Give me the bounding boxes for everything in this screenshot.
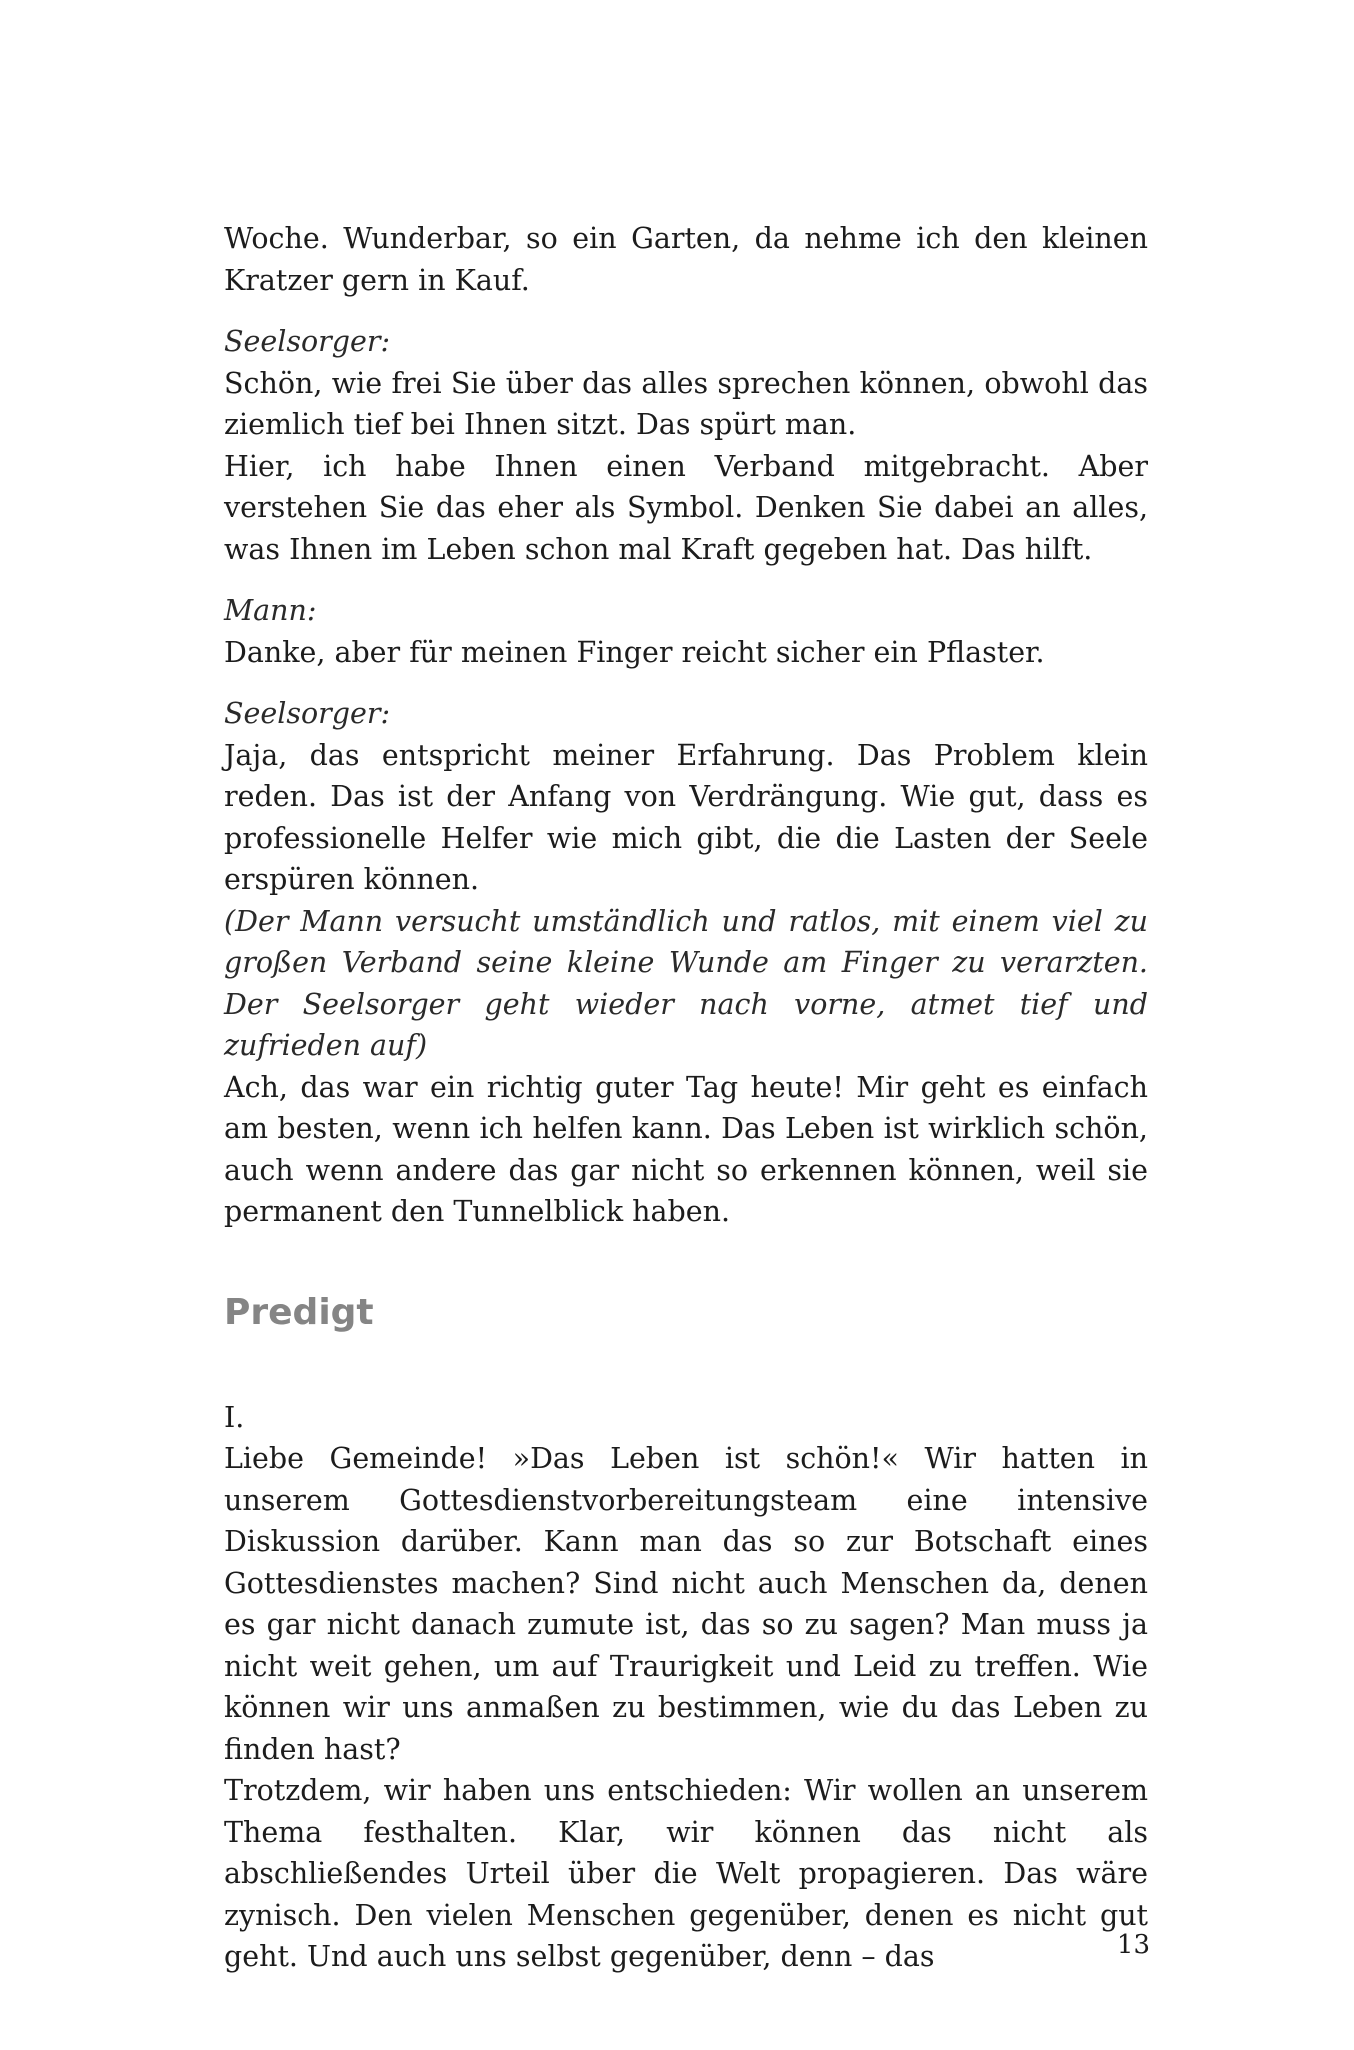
sermon-paragraph: Liebe Gemeinde! »Das Leben ist schön!« Wir hatten in unserem Gottesdienstvorbereitungsteam eine intensive Diskussion darüber. Kann man das so zur Botschaft eines Gottesdienstes machen? Sind nicht auch Menschen da, denen es gar nicht danach zumute ist, das so zu sagen? Man muss ja nicht weit gehen, um auf Traurigkeit und Leid zu treffen. Wie können wir uns anmaßen zu bestimmen, wie du das Leben zu finden hast? [224, 1442, 1148, 1766]
speaker-label: Seelsorger: [224, 697, 391, 730]
section-heading: Predigt [224, 1291, 374, 1333]
page-body [224, 218, 1148, 1978]
speech-paragraph: Schön, wie frei Sie über das alles sprechen können, obwohl das ziemlich tief bei Ihnen sitzt. Das spürt man. [224, 366, 1148, 441]
stage-direction: (Der Mann versucht umständlich und ratlos, mit einem viel zu großen Verband seine kleine Wunde am Finger zu verarzten. Der Seelsorger geht wieder nach vorne, atmet tief und zufrieden auf) [224, 904, 1148, 1062]
page-number: 13 [1116, 1930, 1150, 1960]
dialogue-block-mann [224, 590, 1148, 673]
dialogue-block-seelsorger-2 [224, 693, 1148, 1233]
dialogue-intro-text: Woche. Wunderbar, so ein Garten, da nehme ich den kleinen Kratzer gern in Kauf. [224, 222, 1148, 297]
sermon-paragraph: Trotzdem, wir haben uns entschieden: Wir wollen an unserem Thema festhalten. Klar, wir können das nicht als abschließendes Urteil über die Welt propagieren. Das wäre zynisch. Den vielen Menschen gegenüber, denen es nicht gut geht. Und auch uns selbst gegenüber, denn – das [224, 1774, 1148, 1973]
speech-paragraph: Hier, ich habe Ihnen einen Verband mitgebracht. Aber verstehen Sie das eher als Symbol. Denken Sie dabei an alles, was Ihnen im Leben schon mal Kraft gegeben hat. Das hilft. [224, 449, 1148, 566]
speech-paragraph: Jaja, das entspricht meiner Erfahrung. Das Problem klein reden. Das ist der Anfang von Verdrängung. Wie gut, dass es professionelle Helfer wie mich gibt, die die Lasten der Seele erspüren können. [224, 738, 1148, 896]
speech-paragraph: Ach, das war ein richtig guter Tag heute! Mir geht es einfach am besten, wenn ich helfen kann. Das Leben ist wirklich schön, auch wenn andere das gar nicht so erkennen können, weil sie permanent den Tunnelblick haben. [224, 1070, 1148, 1228]
speech-paragraph: Danke, aber für meinen Finger reicht sicher ein Pflaster. [224, 635, 1045, 669]
dialogue-intro-block [224, 218, 1148, 301]
speaker-label: Seelsorger: [224, 325, 391, 358]
speaker-label: Mann: [224, 594, 317, 627]
section-number: I. [224, 1400, 245, 1434]
dialogue-block-seelsorger-1 [224, 321, 1148, 570]
